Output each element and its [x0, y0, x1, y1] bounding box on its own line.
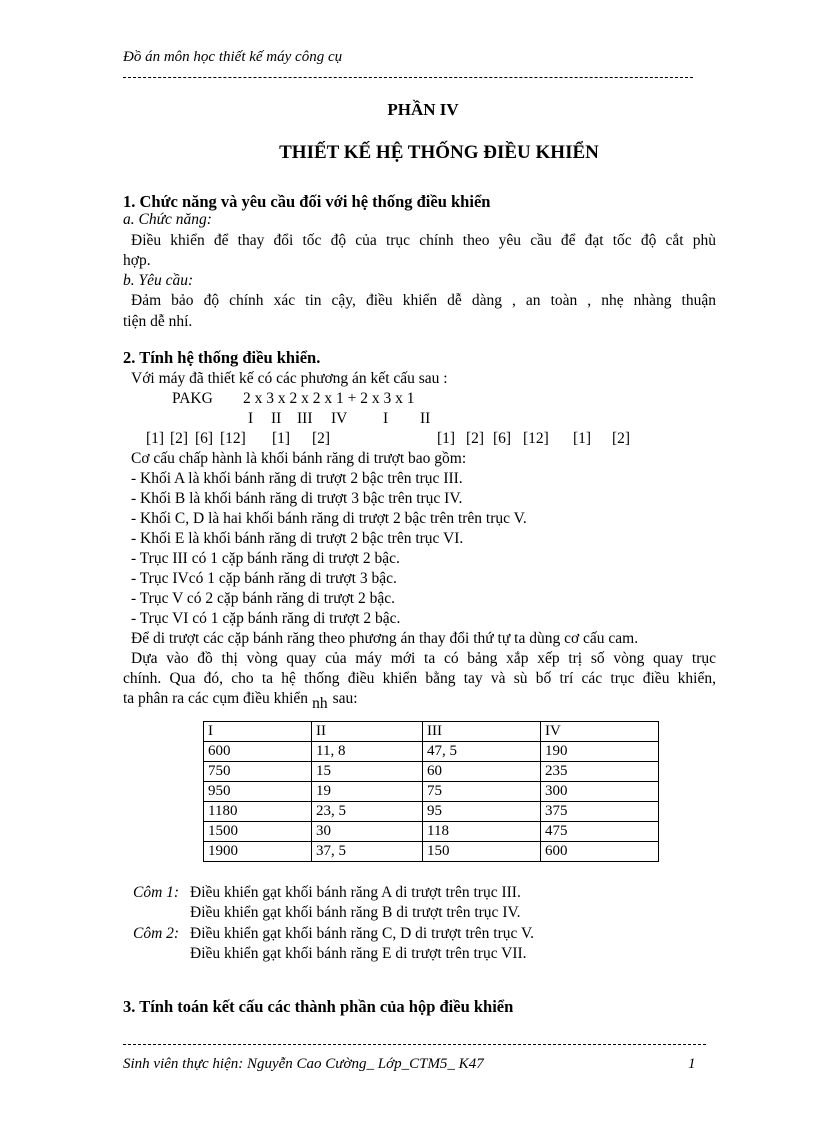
pakg-formula: 2 x 3 x 2 x 2 x 1 + 2 x 3 x 1 — [243, 390, 415, 407]
shaft-label: I — [248, 410, 254, 427]
table-row — [204, 822, 659, 842]
speed-table — [203, 721, 659, 862]
para-line-3-text: ta phân ra các cụm điều khiển — [123, 690, 309, 707]
table-cell: 47, 5 — [423, 742, 541, 762]
table-cell: 11, 8 — [312, 742, 423, 762]
mechanism-intro: Cơ cấu chấp hành là khối bánh răng di trượt bao gồm: — [131, 450, 467, 467]
cam-line: Để di trượt các cặp bánh răng theo phương án thay đổi thứ tự ta dùng cơ cấu cam. — [131, 630, 639, 647]
table-cell: 950 — [204, 782, 312, 802]
section1-a-text-1: Điều khiển để thay đổi tốc độ của trục chính theo yêu cầu để đạt tốc độ cắt phù — [131, 232, 716, 249]
group-number: [2] — [612, 430, 631, 447]
table-row — [204, 762, 659, 782]
table-cell: 375 — [541, 802, 659, 822]
table-cell: 75 — [423, 782, 541, 802]
table-cell: 475 — [541, 822, 659, 842]
section1-b-text-1: Đảm bảo độ chính xác tin cậy, điều khiển dễ dàng , an toàn , nhẹ nhàng thuận — [131, 292, 716, 309]
table-cell: 300 — [541, 782, 659, 802]
table-cell: 15 — [312, 762, 423, 782]
header-divider — [123, 77, 693, 78]
group-number: [1] — [146, 430, 165, 447]
table-row — [204, 842, 659, 862]
cum2-line-2: Điều khiển gạt khối bánh răng E di trượt trên trục VII. — [190, 945, 527, 962]
cum2-label: Côm 2: — [133, 925, 180, 942]
table-cell: 750 — [204, 762, 312, 782]
table-row — [204, 742, 659, 762]
table-cell: 1180 — [204, 802, 312, 822]
cum1-label: Côm 1: — [133, 884, 180, 901]
para-line-3 — [123, 690, 358, 712]
list-item: - Trục VI có 1 cặp bánh răng di trượt 2 bậc. — [131, 610, 401, 627]
table-cell: 95 — [423, 802, 541, 822]
cum2-line-1: Điều khiển gạt khối bánh răng C, D di trượt trên trục V. — [190, 925, 535, 942]
para-subscript: nh — [312, 695, 328, 712]
footer-divider — [123, 1044, 706, 1045]
cum1-line-2: Điều khiển gạt khối bánh răng B di trượt trên trục IV. — [190, 904, 521, 921]
table-cell: 30 — [312, 822, 423, 842]
table-cell: 600 — [541, 842, 659, 862]
table-row — [204, 782, 659, 802]
section1-a-label: a. Chức năng: — [123, 211, 212, 228]
table-row — [204, 802, 659, 822]
pakg-label: PAKG — [172, 390, 213, 407]
section1-b-label: b. Yêu cầu: — [123, 272, 194, 289]
table-cell: 23, 5 — [312, 802, 423, 822]
part-title: THIẾT KẾ HỆ THỐNG ĐIỀU KHIỂN — [279, 142, 599, 163]
group-number: [2] — [170, 430, 189, 447]
section1-b-text-2: tiện dễ nhí. — [123, 313, 193, 330]
page-number: 1 — [688, 1056, 696, 1072]
section2-intro: Với máy đã thiết kế có các phương án kết cấu sau : — [131, 370, 448, 387]
list-item: - Trục IVcó 1 cặp bánh răng di trượt 3 bậc. — [131, 570, 397, 587]
table-cell: 235 — [541, 762, 659, 782]
group-number: [6] — [493, 430, 512, 447]
shaft-label: IV — [331, 410, 348, 427]
list-item: - Khối C, D là hai khối bánh răng di trượt 2 bậc trên trên trục V. — [131, 510, 527, 527]
group-number: [2] — [466, 430, 485, 447]
group-number: [12] — [523, 430, 549, 447]
group-number: [12] — [220, 430, 246, 447]
table-cell: 1900 — [204, 842, 312, 862]
table-cell: 19 — [312, 782, 423, 802]
para-line-2: chính. Qua đó, cho ta hệ thống điều khiển bằng tay và sù bố trí các trục điều khiển, — [123, 670, 716, 687]
group-number: [2] — [312, 430, 331, 447]
para-line-1: Dựa vào đồ thị vòng quay của máy mới ta có bảng xắp xếp trị số vòng quay trục — [131, 650, 716, 667]
table-cell: 190 — [541, 742, 659, 762]
shaft-label: III — [297, 410, 313, 427]
table-header-cell: III — [423, 722, 541, 742]
list-item: - Khối B là khối bánh răng di trượt 3 bậc trên trục IV. — [131, 490, 463, 507]
table-header-cell: II — [312, 722, 423, 742]
group-number: [6] — [195, 430, 214, 447]
section1-heading: 1. Chức năng và yêu cầu đối với hệ thống điều khiển — [123, 192, 491, 211]
part-label: PHẦN IV — [387, 100, 459, 119]
list-item: - Khối E là khối bánh răng di trượt 2 bậc trên trục VI. — [131, 530, 464, 547]
para-line-3-end: sau: — [332, 690, 358, 707]
table-cell: 600 — [204, 742, 312, 762]
table-header-cell: IV — [541, 722, 659, 742]
group-number: [1] — [272, 430, 291, 447]
list-item: - Trục V có 2 cặp bánh răng di trượt 2 bậc. — [131, 590, 395, 607]
table-cell: 150 — [423, 842, 541, 862]
footer-author: Sinh viên thực hiện: Nguyễn Cao Cường_ Lớp_CTM5_ K47 — [123, 1056, 484, 1072]
shaft-label: I — [383, 410, 389, 427]
section3-heading: 3. Tính toán kết cấu các thành phần của hộp điều khiển — [123, 997, 514, 1016]
group-number: [1] — [573, 430, 592, 447]
shaft-label: II — [420, 410, 431, 427]
table-cell: 118 — [423, 822, 541, 842]
header-title: Đồ án môn học thiết kế máy công cụ — [123, 49, 343, 65]
section1-a-text-2: hợp. — [123, 252, 151, 269]
table-header-cell: I — [204, 722, 312, 742]
group-number: [1] — [437, 430, 456, 447]
table-header-row — [204, 722, 659, 742]
section2-heading: 2. Tính hệ thống điều khiển. — [123, 348, 321, 367]
table-cell: 37, 5 — [312, 842, 423, 862]
table-cell: 60 — [423, 762, 541, 782]
list-item: - Khối A là khối bánh răng di trượt 2 bậc trên trục III. — [131, 470, 463, 487]
shaft-label: II — [271, 410, 282, 427]
list-item: - Trục III có 1 cặp bánh răng di trượt 2 bậc. — [131, 550, 400, 567]
table-cell: 1500 — [204, 822, 312, 842]
cum1-line-1: Điều khiển gạt khối bánh răng A di trượt trên trục III. — [190, 884, 521, 901]
